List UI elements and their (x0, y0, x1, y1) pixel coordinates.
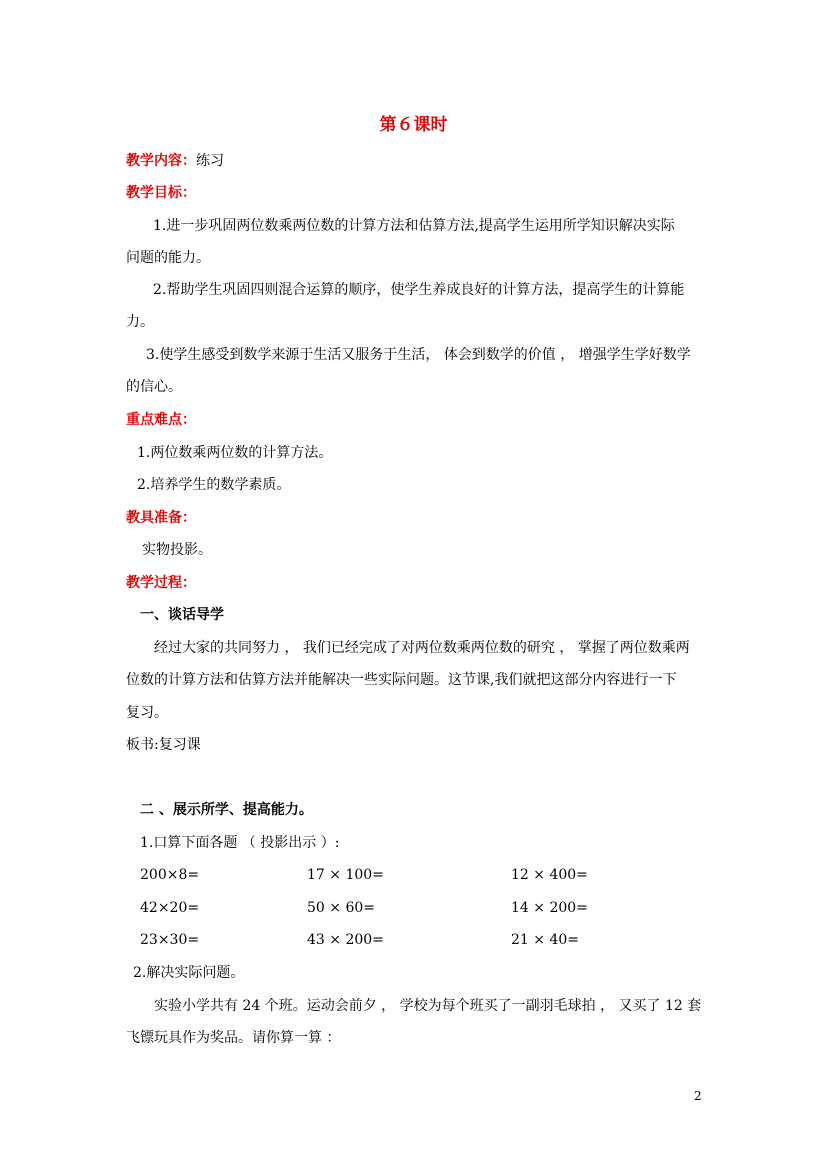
teaching-content-label: 教学内容： (126, 153, 196, 169)
task-2-line-1: 实验小学共有 24 个班。运动会前夕 ， 学校为每个班买了一副羽毛球拍 ， 又买了 12 套 (154, 998, 702, 1014)
calc-item: 200×8= (140, 867, 200, 883)
objective-1-line-2: 问题的能力。 (126, 250, 210, 266)
calc-item: 12 × 400= (511, 867, 588, 883)
calc-item: 17 × 100= (307, 867, 384, 883)
objective-1-line-1: 1.进一步巩固两位数乘两位数的计算方法和估算方法,提高学生运用所学知识解决实际 (153, 218, 675, 234)
calc-item: 50 × 60= (307, 900, 375, 916)
calc-item: 21 × 40= (511, 932, 579, 948)
calc-item: 43 × 200= (307, 932, 384, 948)
key-points-label: 重点难点： (126, 412, 196, 428)
teaching-content-value: 练习 (196, 153, 224, 169)
teaching-content (126, 152, 224, 170)
objective-3-line-2: 的信心。 (126, 379, 182, 395)
objective-2-line-2: 力。 (126, 314, 154, 330)
key-point-2: 2.培养学生的数学素质。 (137, 477, 291, 493)
materials-label: 教具准备： (126, 510, 196, 526)
page-title: 第６课时 (379, 115, 448, 135)
materials-value: 实物投影。 (142, 542, 212, 558)
task-1-label: 1.口算下面各题 （ 投影出示 ）: (140, 835, 340, 851)
key-point-1: 1.两位数乘两位数的计算方法。 (137, 445, 333, 461)
section-1-line-3: 复习。 (126, 705, 168, 721)
process-label: 教学过程： (126, 575, 196, 591)
objective-3-line-1: 3.使学生感受到数学来源于生活又服务于生活， 体会到数学的价值 ， 增强学生学好数学 (146, 347, 691, 363)
objective-2-line-1: 2.帮助学生巩固四则混合运算的顺序，使学生养成良好的计算方法，提高学生的计算能 (153, 282, 685, 298)
section-1-line-2: 位数的计算方法和估算方法并能解决一些实际问题。这节课,我们就把这部分内容进行一下 (126, 672, 677, 688)
calc-item: 14 × 200= (511, 900, 588, 916)
objectives-label: 教学目标： (126, 185, 196, 201)
section-2-heading: 二 、展示所学、提高能力。 (140, 802, 313, 818)
task-2-line-2: 飞镖玩具作为奖品。请你算一算 ： (126, 1030, 341, 1046)
section-1-line-1: 经过大家的共同努力 ， 我们已经完成了对两位数乘两位数的研究 ， 掌握了两位数乘两 (154, 640, 690, 656)
calc-item: 23×30= (140, 932, 200, 948)
section-1-heading: 一、谈话导学 (140, 607, 224, 623)
board-writing: 板书:复习课 (126, 737, 201, 753)
calc-item: 42×20= (140, 900, 200, 916)
task-2-label: 2.解决实际问题。 (133, 965, 245, 981)
page-number: 2 (694, 1089, 702, 1103)
